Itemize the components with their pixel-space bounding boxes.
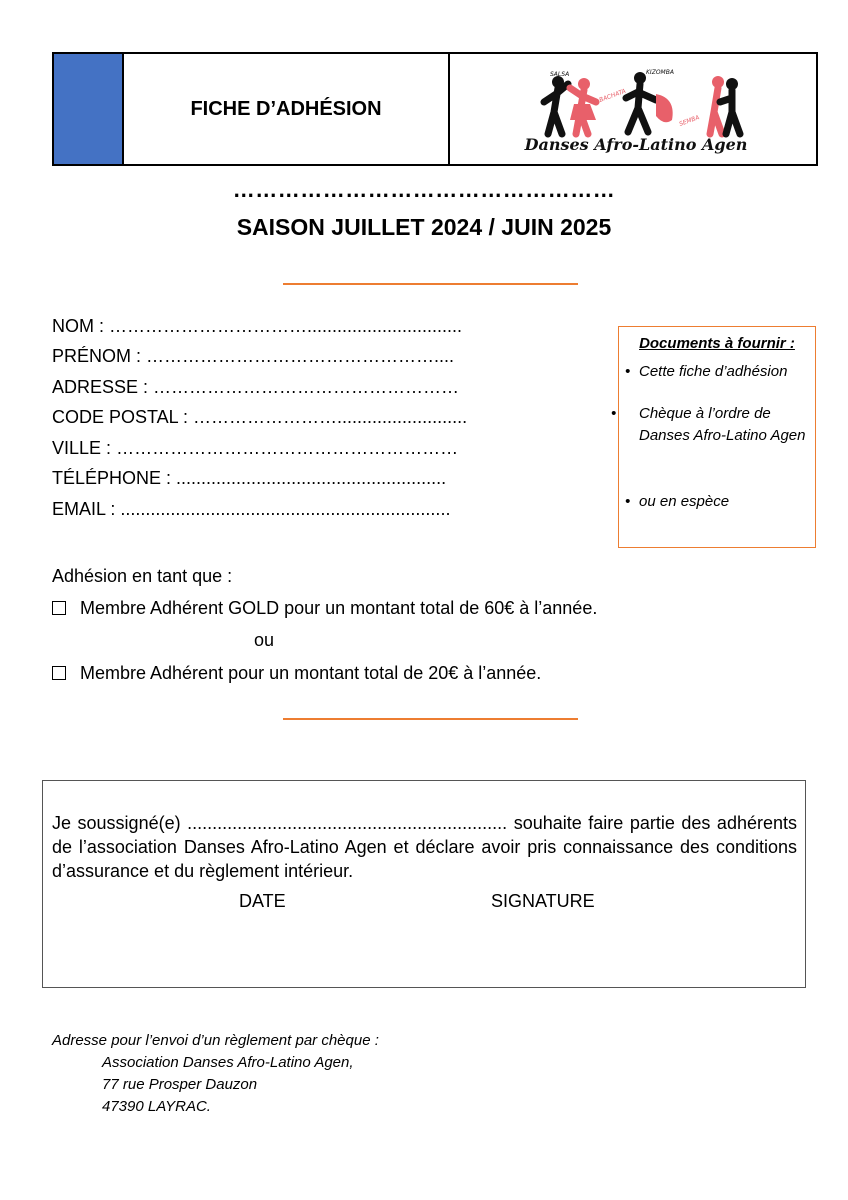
declaration-text: Je soussigné(e) ................................................................ souhaite faire partie des adhérents de l’association Danses Afro-Latino Agen et déclare avoir pris connaissance des conditions d’assurance et du règlement intérieur. [52, 813, 797, 881]
blue-color-block [54, 54, 124, 164]
field-label: PRÉNOM : [52, 346, 142, 366]
option-gold-label: Membre Adhérent GOLD pour un montant total de 60€ à l’année. [80, 598, 598, 618]
svg-text:Danses Afro-Latino Agen: Danses Afro-Latino Agen [524, 135, 748, 154]
orange-divider-bottom [283, 718, 578, 720]
field-label: TÉLÉPHONE : [52, 468, 172, 488]
field-dots: .................................................................. [120, 499, 451, 519]
bullet-icon: • [611, 405, 617, 422]
address-line: 47390 LAYRAC. [102, 1098, 211, 1115]
form-title: FICHE D’ADHÉSION [124, 54, 450, 164]
bullet-icon: • [625, 363, 631, 380]
or-label: ou [254, 630, 275, 650]
field-label: EMAIL : [52, 499, 116, 519]
field-dots: ...................................................... [176, 468, 447, 488]
mailing-heading: Adresse pour l’envoi d’un règlement par chèque : [52, 1032, 379, 1049]
document-item: • ou en espèce [625, 491, 815, 513]
field-label: CODE POSTAL : [52, 407, 189, 427]
dancers-logo-icon [450, 54, 818, 164]
declaration-box [42, 780, 806, 988]
field-ville[interactable] [52, 438, 458, 458]
svg-text:SALSA: SALSA [550, 71, 570, 78]
option-standard[interactable] [52, 663, 541, 684]
field-label: VILLE : [52, 438, 112, 458]
field-nom[interactable] [52, 316, 462, 336]
svg-text:KIZOMBA: KIZOMBA [646, 69, 674, 76]
orange-divider-top [283, 283, 578, 285]
field-label: ADRESSE : [52, 377, 149, 397]
field-telephone[interactable] [52, 468, 446, 488]
bullet-icon: • [625, 493, 631, 510]
field-dots: ………………………………………….... [146, 346, 455, 366]
field-dots: ………………………………………………… [116, 438, 459, 458]
mailing-address [52, 1030, 379, 1118]
field-adresse[interactable] [52, 377, 459, 397]
svg-text:BACHATA: BACHATA [598, 87, 627, 104]
address-line: 77 rue Prosper Dauzon [102, 1076, 258, 1093]
header-box [52, 52, 818, 166]
field-dots: …………………………………………… [153, 377, 460, 397]
documents-title: Documents à fournir : [639, 335, 795, 352]
document-item: • Cette fiche d’adhésion [625, 361, 815, 383]
checkbox-standard[interactable] [52, 666, 66, 680]
documents-box [611, 326, 816, 548]
address-line: Association Danses Afro-Latino Agen, [102, 1054, 354, 1071]
field-dots: …………………….......................... [193, 407, 468, 427]
option-standard-label: Membre Adhérent pour un montant total de 20€ à l’année. [80, 663, 542, 683]
checkbox-gold[interactable] [52, 601, 66, 615]
date-label: DATE [239, 891, 286, 911]
field-email[interactable] [52, 499, 450, 519]
svg-text:SEMBA: SEMBA [678, 114, 701, 128]
title-dotted-line: …………………………………………… [232, 177, 616, 202]
field-dots: ……………………………............................... [109, 316, 463, 336]
association-logo [450, 54, 818, 164]
signature-label: SIGNATURE [491, 891, 595, 911]
option-gold[interactable] [52, 598, 597, 619]
field-label: NOM : [52, 316, 104, 336]
document-item: • Chèque à l’ordre de Danses Afro-Latino Agen [611, 405, 806, 444]
field-code-postal[interactable] [52, 407, 467, 427]
season-title: SAISON JUILLET 2024 / JUIN 2025 [236, 214, 612, 240]
membership-intro: Adhésion en tant que : [52, 566, 233, 586]
field-prenom[interactable] [52, 346, 454, 366]
